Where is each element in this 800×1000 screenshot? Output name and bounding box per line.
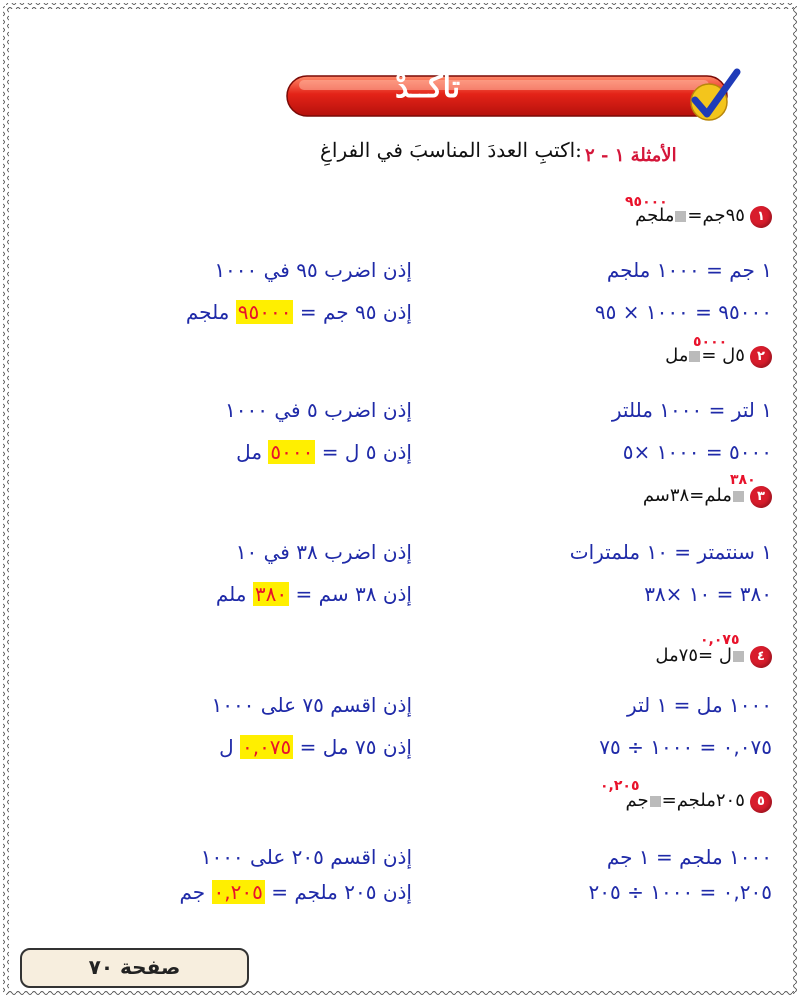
problem-2-calc: ٥٠٠٠ = ١٠٠٠ ×٥ <box>622 440 772 464</box>
highlighted-answer: ٠,٢٠٥ <box>213 880 263 904</box>
highlighted-answer: ٩٥٠٠٠ <box>237 300 292 324</box>
problem-2-answer: ٥٠٠٠ <box>693 334 728 350</box>
checkmark-icon <box>685 68 741 126</box>
problem-4-heading: ٤ ل =٧٥مل <box>655 645 772 668</box>
problem-3-fact: ١ سنتمتر = ١٠ ملمترات <box>569 540 772 564</box>
highlighted-answer: ٣٨٠ <box>254 582 288 606</box>
problem-number-badge: ٢ <box>750 346 772 368</box>
problem-3-calc: ٣٨٠ = ١٠ ×٣٨ <box>644 582 772 606</box>
blank-box <box>733 491 744 502</box>
instruction-text: اكتبِ العددَ المناسبَ في الفراغِ: <box>320 138 582 162</box>
problem-3-heading: ٣ ملم=٣٨سم <box>643 485 772 508</box>
problem-2-result: إذن ٥ ل = ٥٠٠٠ مل <box>236 440 412 464</box>
problem-3-result: إذن ٣٨ سم = ٣٨٠ ملم <box>215 582 412 606</box>
problem-number-badge: ٥ <box>750 791 772 813</box>
problem-1-result: إذن ٩٥ جم = ٩٥٠٠٠ ملجم <box>185 300 412 324</box>
problem-5-heading: ٥ ٢٠٥ملجم=جم <box>626 790 773 813</box>
problem-1-answer: ٩٥٠٠٠ <box>625 194 668 210</box>
highlighted-answer: ٠,٠٧٥ <box>241 735 292 759</box>
problem-5-result: إذن ٢٠٥ ملجم = ٠,٢٠٥ جم <box>179 880 412 904</box>
problem-1-calc: ٩٥٠٠٠ = ١٠٠٠ × ٩٥ <box>594 300 772 324</box>
problem-4-answer: ٠,٠٧٥ <box>700 632 740 648</box>
problem-5-answer: ٠,٢٠٥ <box>600 778 640 794</box>
problem-3-step: إذن اضرب ٣٨ في ١٠ <box>235 540 412 564</box>
problem-5-calc: ٠,٢٠٥ = ١٠٠٠ ÷ ٢٠٥ <box>588 880 772 904</box>
problem-4-fact: ١٠٠٠ مل = ١ لتر <box>627 693 772 717</box>
problem-2-step: إذن اضرب ٥ في ١٠٠٠ <box>225 398 412 422</box>
blank-box <box>650 796 661 807</box>
blank-box <box>733 651 744 662</box>
blank-box <box>689 351 700 362</box>
problem-5-step: إذن اقسم ٢٠٥ على ١٠٠٠ <box>200 845 412 869</box>
problem-5-fact: ١٠٠٠ ملجم = ١ جم <box>606 845 772 869</box>
problem-3-answer: ٣٨٠ <box>730 472 756 488</box>
problem-1-step: إذن اضرب ٩٥ في ١٠٠٠ <box>214 258 412 282</box>
banner-title: تأكَّــدْ <box>395 70 461 105</box>
problem-2-heading: ٢ ٥ل =مل <box>665 345 772 368</box>
section-banner <box>285 68 745 126</box>
highlighted-answer: ٥٠٠٠ <box>270 440 314 464</box>
page-number-label: صفحة ٧٠ <box>20 948 249 988</box>
problem-4-calc: ٠,٠٧٥ = ١٠٠٠ ÷ ٧٥ <box>599 735 772 759</box>
problem-4-step: إذن اقسم ٧٥ على ١٠٠٠ <box>211 693 412 717</box>
problem-number-badge: ٤ <box>750 646 772 668</box>
problem-2-fact: ١ لتر = ١٠٠٠ مللتر <box>611 398 772 422</box>
problem-number-badge: ١ <box>750 206 772 228</box>
examples-label: الأمثلة ١ - ٢ <box>585 145 677 166</box>
problem-number-badge: ٣ <box>750 486 772 508</box>
blank-box <box>675 211 686 222</box>
problem-1-fact: ١ جم = ١٠٠٠ ملجم <box>606 258 772 282</box>
problem-4-result: إذن ٧٥ مل = ٠,٠٧٥ ل <box>219 735 412 759</box>
problem-1-heading: ١ ٩٥جم=ملجم <box>635 205 772 228</box>
